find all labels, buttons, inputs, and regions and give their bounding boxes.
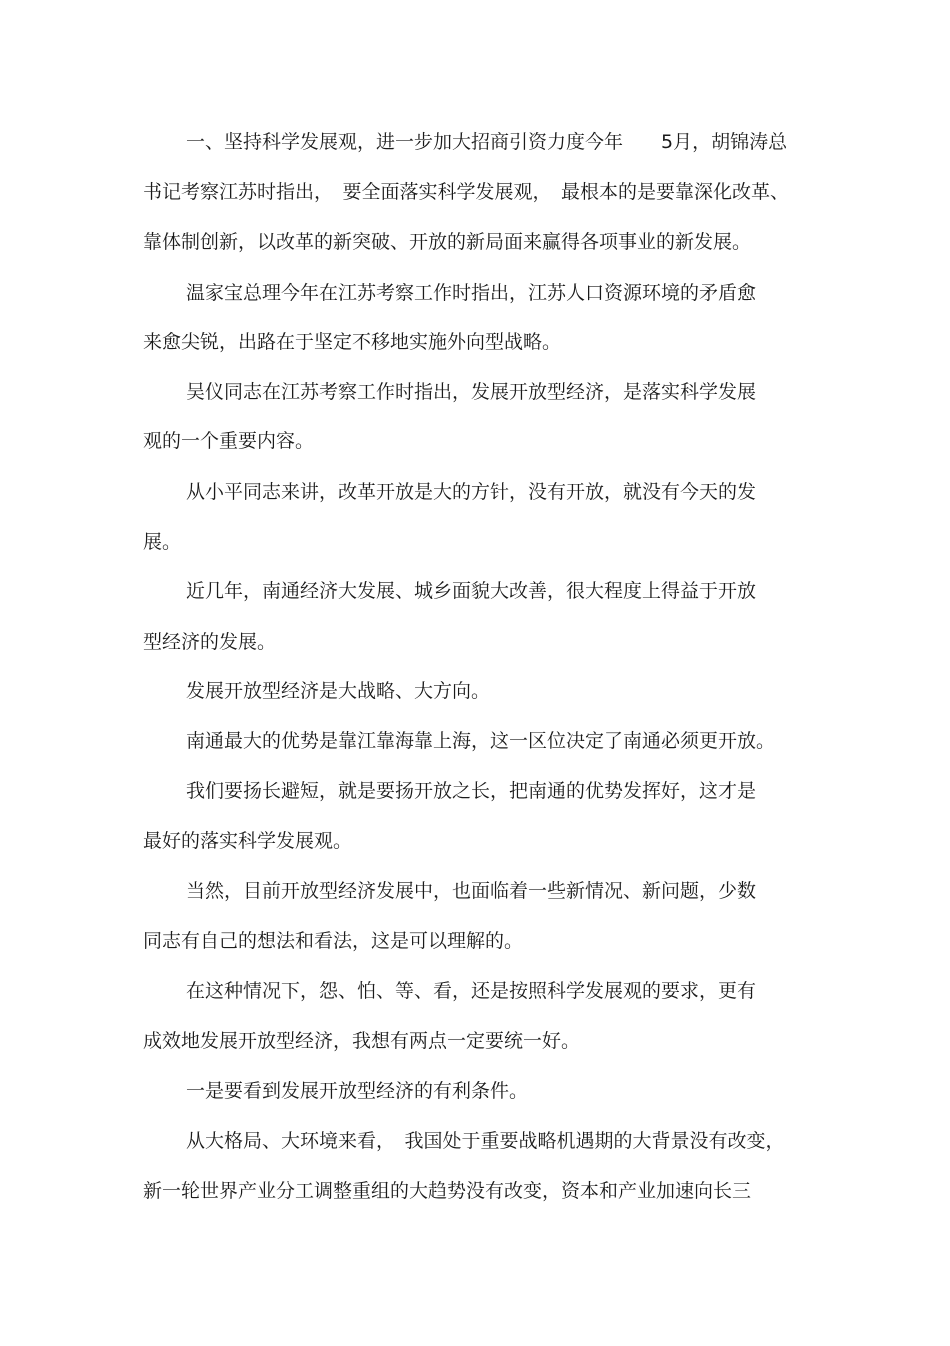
text-line: 发展开放型经济是大战略、大方向。 <box>186 680 491 702</box>
text-line: 同志有自己的想法和看法，这是可以理解的。 <box>143 930 524 952</box>
text-line: 近几年，南通经济大发展、城乡面貌大改善，很大程度上得益于开放 <box>186 580 757 602</box>
text-line: 书记考察江苏时指出， 要全面落实科学发展观， 最根本的是要靠深化改革、 <box>143 181 790 203</box>
text-line: 我们要扬长避短，就是要扬开放之长，把南通的优势发挥好，这才是 <box>186 780 757 802</box>
text-line: 一是要看到发展开放型经济的有利条件。 <box>186 1080 529 1102</box>
text-line: 成效地发展开放型经济，我想有两点一定要统一好。 <box>143 1030 581 1052</box>
text-line: 新一轮世界产业分工调整重组的大趋势没有改变，资本和产业加速向长三 <box>143 1180 752 1202</box>
text-line: 在这种情况下，怨、怕、等、看，还是按照科学发展观的要求，更有 <box>186 980 757 1002</box>
text-line: 靠体制创新，以改革的新突破、开放的新局面来赢得各项事业的新发展。 <box>143 231 752 253</box>
text-line: 型经济的发展。 <box>143 631 277 653</box>
text-line: 展。 <box>143 531 182 553</box>
text-line: 一、坚持科学发展观，进一步加大招商引资力度今年 5月，胡锦涛总 <box>186 131 788 153</box>
text-line: 最好的落实科学发展观。 <box>143 830 353 852</box>
text-line: 吴仪同志在江苏考察工作时指出，发展开放型经济，是落实科学发展 <box>186 381 757 403</box>
text-line: 当然，目前开放型经济发展中，也面临着一些新情况、新问题，少数 <box>186 880 757 902</box>
text-line: 来愈尖锐，出路在于坚定不移地实施外向型战略。 <box>143 331 562 353</box>
text-line: 观的一个重要内容。 <box>143 430 315 452</box>
text-line: 温家宝总理今年在江苏考察工作时指出，江苏人口资源环境的矛盾愈 <box>186 282 757 304</box>
text-line: 南通最大的优势是靠江靠海靠上海，这一区位决定了南通必须更开放。 <box>186 730 776 752</box>
text-line: 从小平同志来讲，改革开放是大的方针，没有开放，就没有今天的发 <box>186 481 757 503</box>
text-line: 从大格局、大环境来看， 我国处于重要战略机遇期的大背景没有改变， <box>186 1130 785 1152</box>
